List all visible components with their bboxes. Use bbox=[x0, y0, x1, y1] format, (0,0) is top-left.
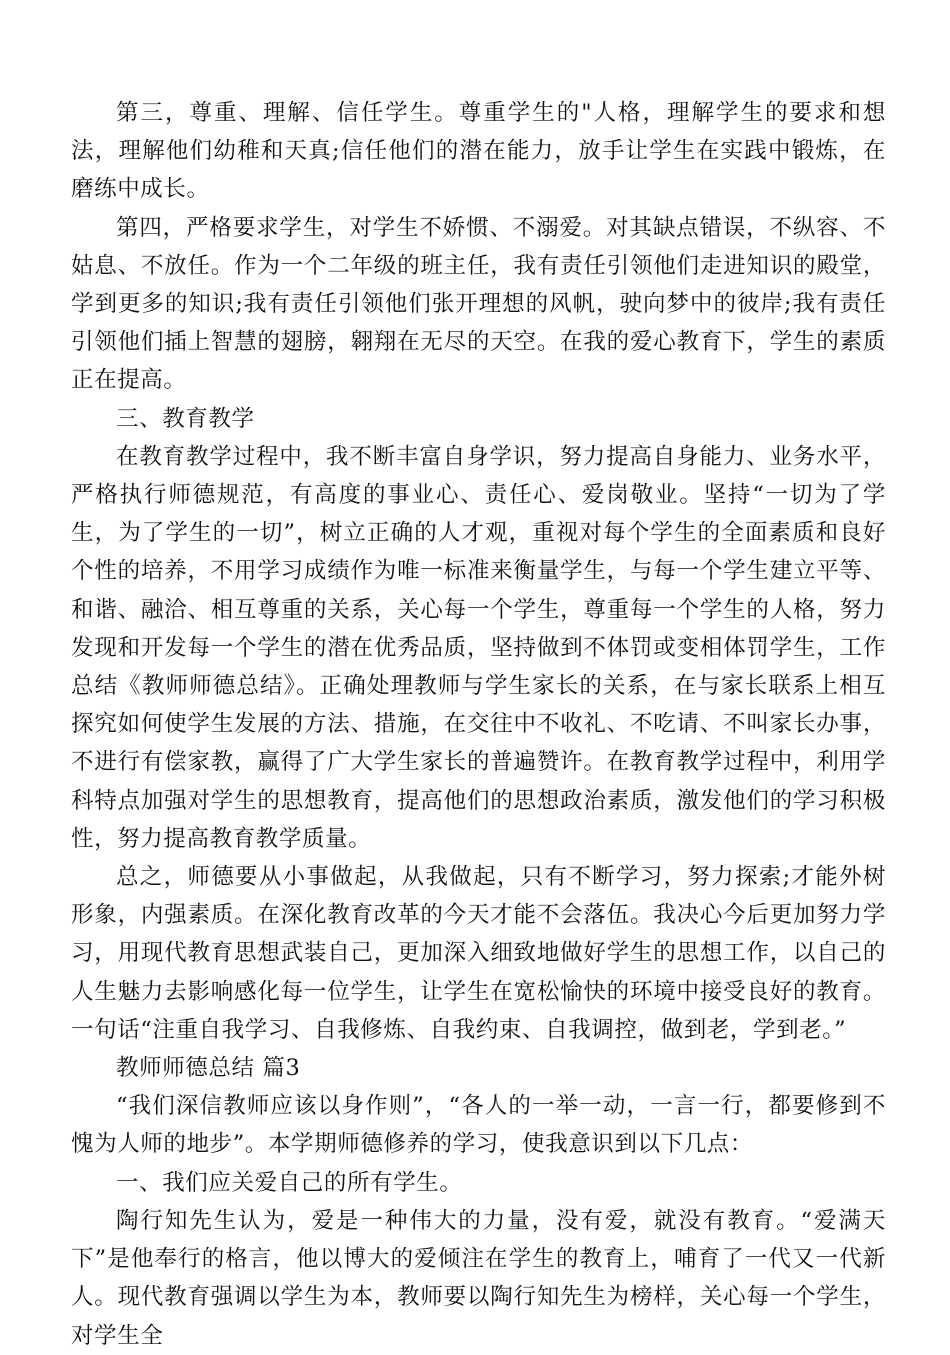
paragraph-tao-xingzhi: 陶行知先生认为，爱是一种伟大的力量，没有爱，就没有教育。“爱满天下”是他奉行的格言，他以博大的爱倾注在学生的教育上，哺育了一代又一代新人。现代教育强调以学生为本，教师要以陶行知先生为榜样，关心每一个学生，对学生全 bbox=[71, 1207, 886, 1349]
section-heading-teaching: 三、教育教学 bbox=[116, 405, 255, 432]
document-body bbox=[71, 94, 886, 1355]
paragraph-strict-requirements: 第四，严格要求学生，对学生不娇惯、不溺爱。对其缺点错误，不纵容、不姑息、不放任。作为一个二年级的班主任，我有责任引领他们走进知识的殿堂，学到更多的知识;我有责任引领他们张开理想的风帆，驶向梦中的彼岸;我有责任引领他们插上智慧的翅膀，翱翔在无尽的天空。在我的爱心教育下，学生的素质正在提高。 bbox=[71, 214, 886, 394]
article-title-part3: 教师师德总结 篇3 bbox=[116, 1055, 301, 1082]
paragraph-conclusion: 总之，师德要从小事做起，从我做起，只有不断学习，努力探索;才能外树形象，内强素质。在深化教育改革的今天才能不会落伍。我决心今后更加努力学习，用现代教育思想武装自己，更加深入细致地做好学生的思想工作，以自己的人生魅力去影响感化每一位学生，让学生在宽松愉快的环境中接受良好的教育。一句话“注重自我学习、自我修炼、自我约束、自我调控，做到老，学到老。” bbox=[71, 864, 886, 1043]
paragraph-teaching-process: 在教育教学过程中，我不断丰富自身学识，努力提高自身能力、业务水平，严格执行师德规范，有高度的事业心、责任心、爱岗敬业。坚持“一切为了学生，为了学生的一切”，树立正确的人才观，重视对每个学生的全面素质和良好个性的培养，不用学习成绩作为唯一标准来衡量学生，与每一个学生建立平等、和谐、融洽、相互尊重的关系，关心每一个学生，尊重每一个学生的人格，努力发现和开发每一个学生的潜在优秀品质，坚持做到不体罚或变相体罚学生，工作总结《教师师德总结》。正确处理教师与学生家长的关系，在与家长联系上相互探究如何使学生发展的方法、措施，在交往中不收礼、不吃请、不叫家长办事，不进行有偿家教，赢得了广大学生家长的普遍赞许。在教育教学过程中，利用学科特点加强对学生的思想教育，提高他们的思想政治素质，激发他们的学习积极性，努力提高教育教学质量。 bbox=[71, 443, 886, 852]
paragraph-respect-trust: 第三，尊重、理解、信任学生。尊重学生的"人格，理解学生的要求和想法，理解他们幼稚和天真;信任他们的潜在能力，放手让学生在实践中锻炼，在磨练中成长。 bbox=[71, 100, 886, 203]
section-heading-care-students: 一、我们应关爱自己的所有学生。 bbox=[116, 1169, 463, 1196]
paragraph-lead-by-example: “我们深信教师应该以身作则”，“各人的一举一动，一言一行，都要修到不愧为人师的地步”。本学期师德修养的学习，使我意识到以下几点： bbox=[71, 1093, 886, 1158]
